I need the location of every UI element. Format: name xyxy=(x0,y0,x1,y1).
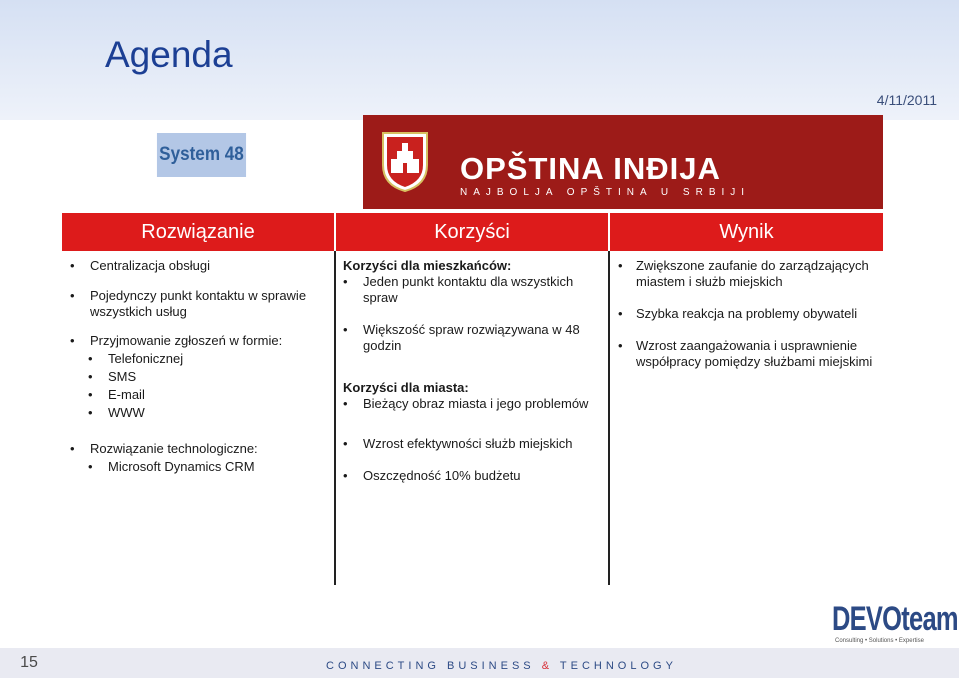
list-item: • E-mail xyxy=(70,387,325,403)
slide-title: Agenda xyxy=(105,34,233,75)
header-rozwiazanie: Rozwiązanie xyxy=(62,213,334,251)
tagline-part2: TECHNOLOGY xyxy=(553,660,677,672)
list-item: • Microsoft Dynamics CRM xyxy=(70,459,325,475)
list-item: • Oszczędność 10% budżetu xyxy=(343,468,608,484)
devoteam-wordmark: DEVOteam xyxy=(832,600,958,638)
list-item: • Centralizacja obsługi xyxy=(70,258,325,274)
slide-date: 4/11/2011 xyxy=(876,92,937,108)
list-item: • Większość spraw rozwiązywana w 48 godzin xyxy=(343,322,608,354)
list-item: • Wzrost zaangażowania i usprawnienie współpracy pomiędzy służbami miejskimi xyxy=(618,338,908,370)
column-divider xyxy=(608,251,610,585)
banner-tagline: NAJBOLJA OPŠTINA U SRBIJI xyxy=(460,187,751,198)
banner-title: OPŠTINA INĐIJA xyxy=(460,151,721,186)
page-number: 15 xyxy=(20,654,38,671)
header-korzysci: Korzyści xyxy=(336,213,608,251)
column-divider xyxy=(334,251,336,585)
list-item: • Wzrost efektywności służb miejskich xyxy=(343,436,608,452)
list-item: • Pojedynczy punkt kontaktu w sprawie wszystkich usług xyxy=(70,288,325,320)
list-item: • SMS xyxy=(70,369,325,385)
list-item-label: Rozwiązanie technologiczne: xyxy=(90,441,258,456)
devoteam-subtitle: Consulting • Solutions • Expertise xyxy=(835,638,924,644)
list-item: • Telefonicznej xyxy=(70,351,325,367)
list-item xyxy=(70,441,325,475)
devoteam-logo xyxy=(832,600,958,648)
list-item: • WWW xyxy=(70,405,325,421)
list-item: • Szybka reakcja na problemy obywateli xyxy=(618,306,908,322)
rozwiazanie-column xyxy=(70,258,325,481)
wynik-column xyxy=(618,258,908,386)
footer-tagline xyxy=(326,660,677,672)
korzysci-column xyxy=(343,258,608,484)
header-wynik: Wynik xyxy=(610,213,883,251)
list-item: • Jeden punkt kontaktu dla wszystkich spraw xyxy=(343,274,608,306)
list-item: • Bieżący obraz miasta i jego problemów xyxy=(343,396,608,412)
list-item: • Zwiększone zaufanie do zarządzających miastem i służb miejskich xyxy=(618,258,908,290)
city-heading: Korzyści dla miasta: xyxy=(343,380,469,395)
tagline-part1: CONNECTING BUSINESS xyxy=(326,660,542,672)
list-item-label: Przyjmowanie zgłoszeń w formie: xyxy=(90,333,283,348)
opstina-indjija-banner xyxy=(363,115,883,209)
system48-logo: System 48 xyxy=(157,133,246,177)
residents-heading: Korzyści dla mieszkańców: xyxy=(343,258,512,273)
list-item xyxy=(70,333,325,421)
crest-icon xyxy=(375,129,435,193)
tagline-ampersand: & xyxy=(541,660,554,672)
